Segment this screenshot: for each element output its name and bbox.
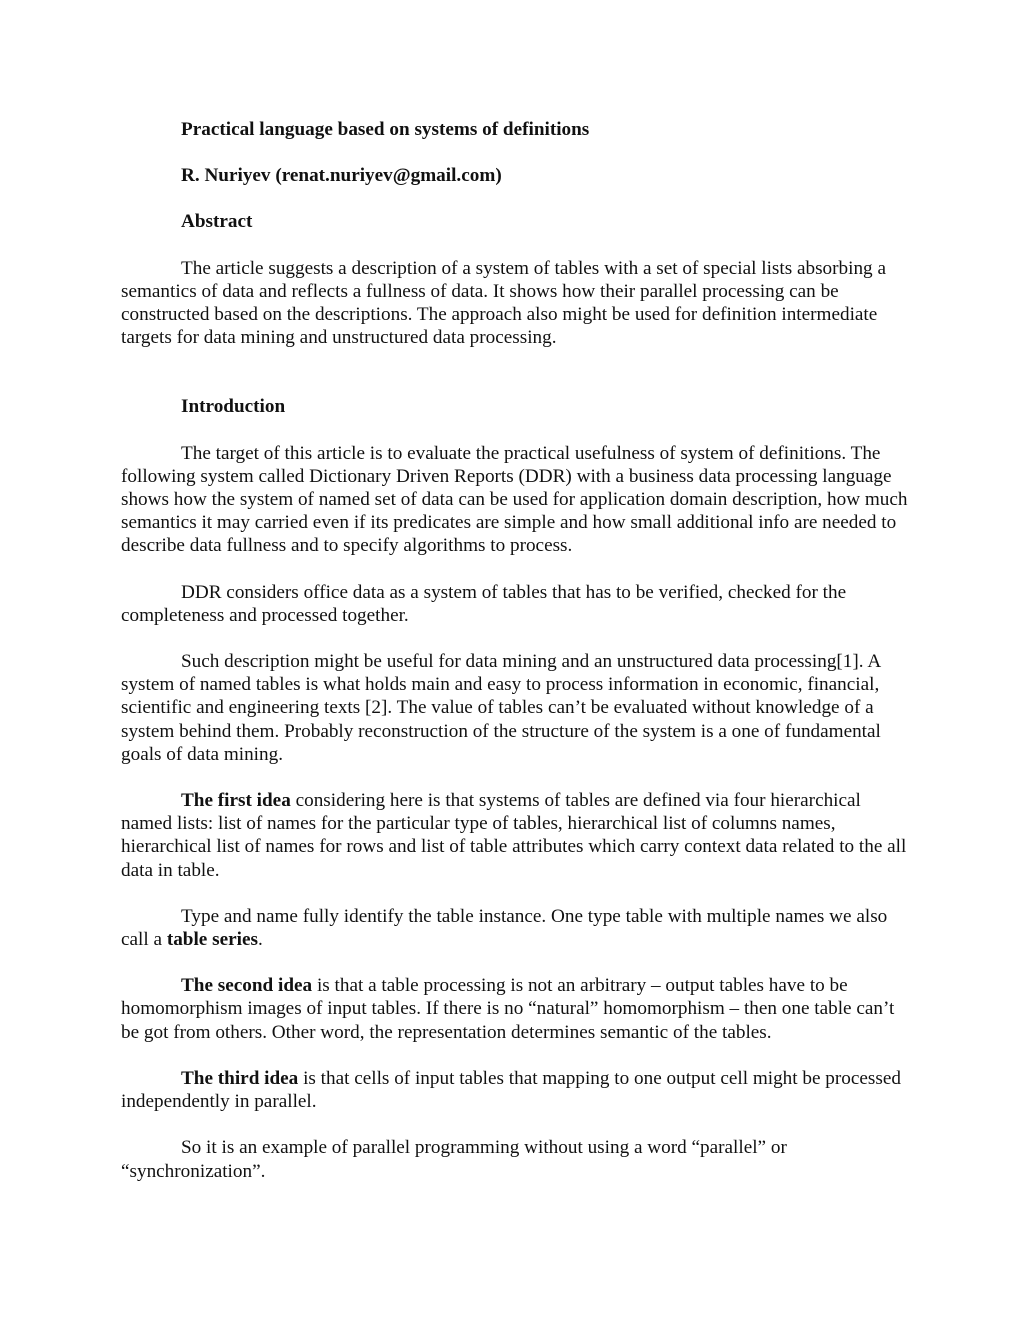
intro-paragraph-1: The target of this article is to evaluate the practical usefulness of system of definitions. The following system called Dictionary Driven Reports (DDR) with a business data processing language shows how the system of named set of data can be used for application domain description, how much semantics it may carried even if its predicates are simple and how small additional info are needed to describe data fullness and to specify algorithms to process.	[121, 442, 908, 557]
paper-title: Practical language based on systems of definitions	[181, 119, 590, 140]
intro-paragraph-2: DDR considers office data as a system of tables that has to be verified, checked for the completeness and processed together.	[121, 581, 847, 626]
first-idea-label: The first idea	[181, 790, 291, 812]
table-series-term: table series	[166, 929, 258, 951]
third-idea-text: is that cells of input tables that mapping to one output cell might be processed independently in parallel.	[121, 1067, 901, 1113]
table-series-paragraph	[121, 905, 911, 951]
second-idea-paragraph	[121, 974, 911, 1044]
table-series-end: .	[257, 929, 263, 951]
table-series-text: Type and name fully identify the table instance. One type table with multiple names we also call a	[121, 905, 888, 951]
author-line: R. Nuriyev (renat.nuriyev@gmail.com)	[181, 165, 502, 187]
second-idea-label: The second idea	[181, 975, 313, 997]
third-idea-label: The third idea	[181, 1067, 299, 1089]
document-page	[121, 118, 911, 1206]
introduction-heading: Introduction	[181, 396, 286, 418]
abstract-text: The article suggests a description of a system of tables with a set of special lists absorbing a semantics of data and reflects a fullness of data. It shows how their parallel processing can be constructed based on the descriptions. The approach also might be used for definition intermediate targets for data mining and unstructured data processing.	[121, 257, 886, 349]
third-idea-paragraph	[121, 1067, 911, 1113]
intro-paragraph-3: Such description might be useful for data mining and an unstructured data processing[1]. A system of named tables is what holds main and easy to process information in economic, financial, scientific and engineering texts [2]. The value of tables can’t be evaluated without knowledge of a system behind them. Probably reconstruction of the structure of the system is a one of fundamental goals of data mining.	[121, 651, 881, 765]
parallel-example-paragraph: So it is an example of parallel programming without using a word “parallel” or “synchronization”.	[121, 1137, 787, 1182]
abstract-heading: Abstract	[181, 211, 253, 233]
first-idea-paragraph	[121, 789, 911, 882]
first-idea-text: considering here is that systems of tables are defined via four hierarchical named lists: list of names for the particular type of tables, hierarchical list of columns names, hierarchical list of names for rows and list of table attributes which carry context data related to the all data in table.	[121, 790, 907, 881]
second-idea-text: is that a table processing is not an arbitrary – output tables have to be homomorphism images of input tables. If there is no “natural” homomorphism – then one table can’t be got from others. Other word, the representation determines semantic of the tables.	[121, 975, 895, 1043]
